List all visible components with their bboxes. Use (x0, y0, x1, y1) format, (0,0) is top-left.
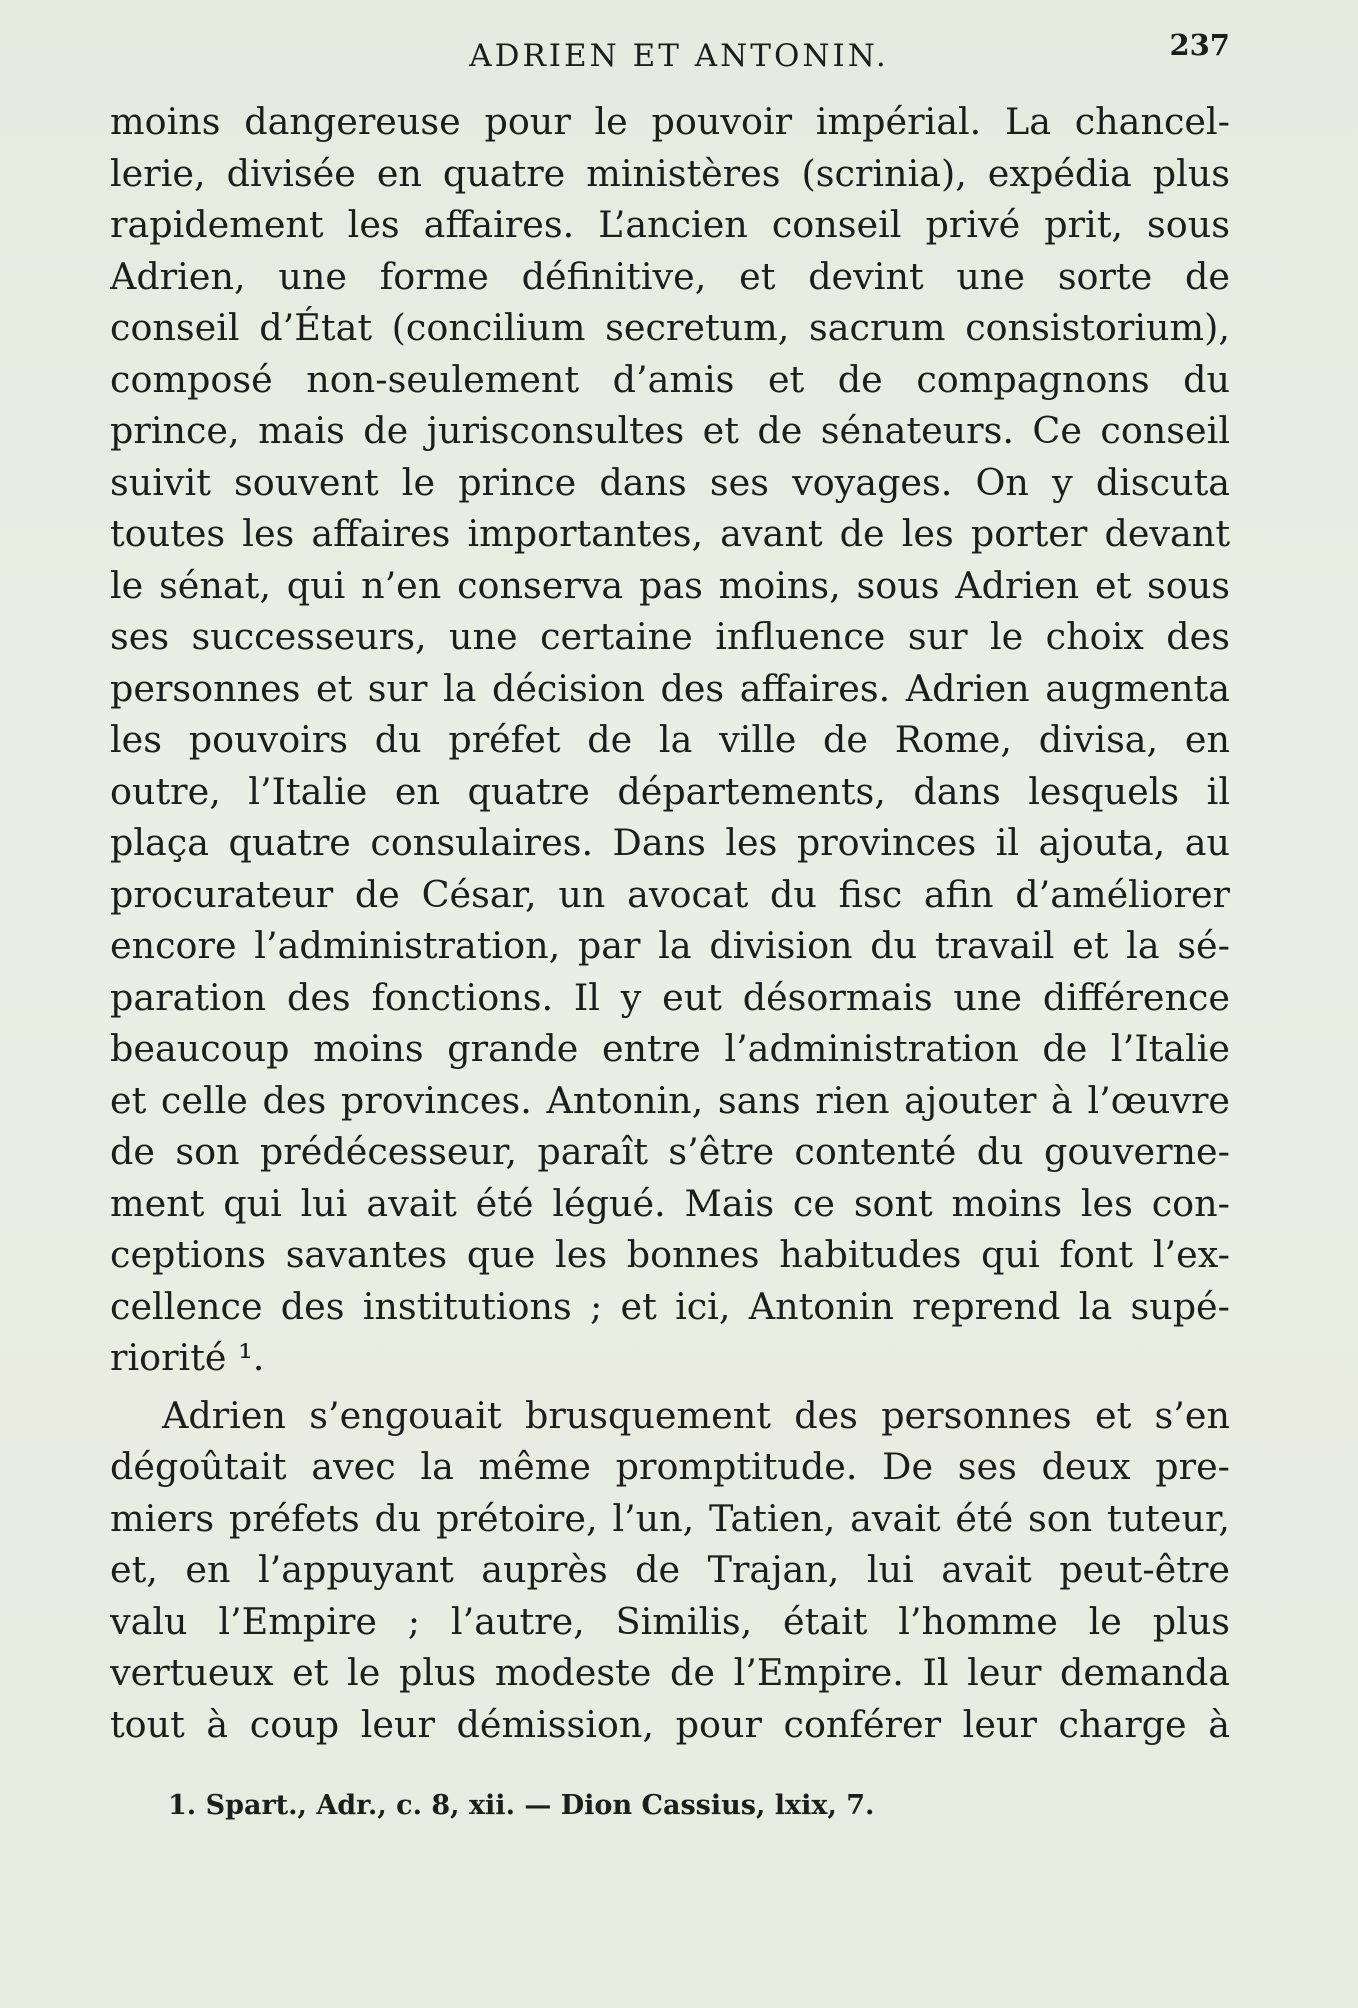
text-line: riorité ¹. (110, 1336, 265, 1379)
text-line: encore l’administration, par la division du travail et la sé- (110, 924, 1230, 967)
text-line: beaucoup moins grande entre l’administration de l’Italie (110, 1027, 1230, 1070)
text-line: rapidement les affaires. L’ancien conseil privé prit, sous (110, 203, 1230, 246)
text-line: le sénat, qui n’en conserva pas moins, sous Adrien et sous (110, 563, 1230, 607)
text-line: cellence des institutions ; et ici, Antonin reprend la supé- (110, 1284, 1230, 1328)
running-head (0, 22, 1358, 82)
chapter-running-title: ADRIEN ET ANTONIN. (469, 38, 889, 74)
text-line: plaça quatre consulaires. Dans les provinces il ajouta, au (110, 821, 1230, 864)
text-line: moins dangereuse pour le pouvoir impérial. La chancel- (110, 100, 1230, 143)
text-line: prince, mais de jurisconsultes et de sénateurs. Ce conseil (110, 409, 1230, 452)
text-line: les pouvoirs du préfet de la ville de Rome, divisa, en (110, 718, 1230, 761)
text-line: outre, l’Italie en quatre départements, dans lesquels il (110, 769, 1230, 813)
text-line: et celle des provinces. Antonin, sans rien ajouter à l’œuvre (110, 1078, 1230, 1122)
body-text (110, 96, 1230, 1750)
text-line: et, en l’appuyant auprès de Trajan, lui avait peut-être (110, 1548, 1230, 1591)
text-line: de son prédécesseur, paraît s’être contenté du gouverne- (110, 1130, 1230, 1173)
text-line: lerie, divisée en quatre ministères (scrinia), expédia plus (110, 151, 1230, 195)
text-line: composé non-seulement d’amis et de compagnons du (110, 357, 1230, 401)
text-line: vertueux et le plus modeste de l’Empire. Il leur demanda (110, 1651, 1230, 1694)
text-line: suivit souvent le prince dans ses voyages. On y discuta (110, 460, 1230, 504)
page-number: 237 (1169, 28, 1230, 62)
text-line: valu l’Empire ; l’autre, Similis, était l’homme le plus (110, 1599, 1230, 1643)
text-line: procurateur de César, un avocat du fisc afin d’améliorer (110, 872, 1230, 916)
text-line: Adrien, une forme définitive, et devint une sorte de (110, 254, 1230, 298)
text-line: ses successeurs, une certaine influence sur le choix des (110, 615, 1230, 658)
text-line: tout à coup leur démission, pour conférer leur charge à (110, 1702, 1230, 1746)
text-line: ceptions savantes que les bonnes habitudes qui font l’ex- (110, 1233, 1230, 1276)
text-line: paration des fonctions. Il y eut désormais une différence (110, 975, 1230, 1019)
text-line: Adrien s’engouait brusquement des personnes et s’en (162, 1393, 1230, 1437)
text-line: ment qui lui avait été légué. Mais ce sont moins les con- (110, 1181, 1230, 1225)
text-line: personnes et sur la décision des affaires. Adrien augmenta (110, 666, 1230, 710)
text-line: toutes les affaires importantes, avant de les porter devant (110, 512, 1230, 555)
text-line: miers préfets du prétoire, l’un, Tatien, avait été son tuteur, (110, 1496, 1230, 1540)
footnote: 1. Spart., Adr., c. 8, xii. — Dion Cassius, lxix, 7. (168, 1790, 875, 1821)
text-line: dégoûtait avec la même promptitude. De ses deux pre- (110, 1445, 1230, 1488)
text-line: conseil d’État (concilium secretum, sacrum consistorium), (110, 306, 1230, 349)
